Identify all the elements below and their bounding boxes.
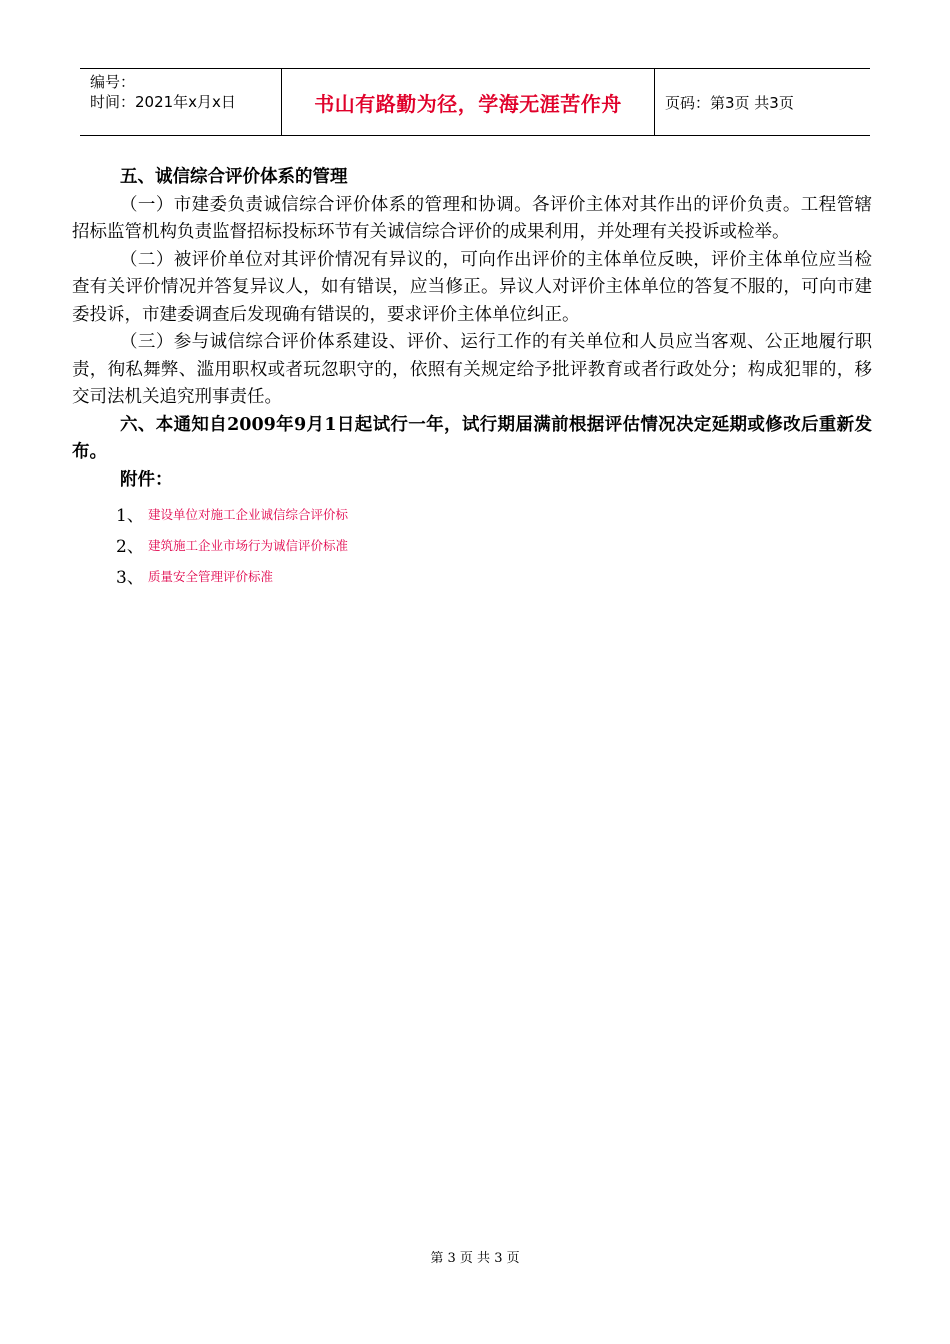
section-5-paragraph-2: （二）被评价单位对其评价情况有异议的，可向作出评价的主体单位反映，评价主体单位应当检查有关评价情况并答复异议人，如有错误，应当修正。异议人对评价主体单位的答复不服的，可向市建委投诉，市建委调查后发现确有错误的，要求评价主体单位纠正。 [72,249,872,325]
header-motto: 书山有路勤为径，学海无涯苦作舟 [314,91,622,116]
attachment-number: 3、 [116,568,144,588]
document-header [80,68,870,136]
header-meta [80,69,281,135]
attachment-item [72,560,872,591]
document-body [72,164,872,591]
attachments-title: 附件： [120,469,173,490]
attachment-item [72,529,872,560]
section-6-text: 六、本通知自2009年9月1日起试行一年，试行期届满前根据评估情况决定延期或修改后重新发布。 [72,414,872,462]
attachment-number: 2、 [116,537,144,557]
attachments-list [72,498,872,591]
attachment-link[interactable]: 建筑施工企业市场行为诚信评价标准 [148,537,349,553]
header-motto-cell [281,69,655,135]
section-5-title: 五、诚信综合评价体系的管理 [120,167,348,187]
attachment-number: 1、 [116,506,144,526]
attachment-item [72,498,872,529]
section-5-paragraph-1: （一）市建委负责诚信综合评价体系的管理和协调。各评价主体对其作出的评价负责。工程管辖招标监管机构负责监督招标投标环节有关诚信综合评价的成果利用，并处理有关投诉或检举。 [72,194,872,242]
page-footer: 第 3 页 共 3 页 [430,1251,520,1266]
attachment-link[interactable]: 质量安全管理评价标准 [148,568,274,584]
document-number-label: 编号： [90,73,136,91]
document-time-label: 时间：2021年x月x日 [90,93,236,111]
section-5-paragraph-3: （三）参与诚信综合评价体系建设、评价、运行工作的有关单位和人员应当客观、公正地履行职责，徇私舞弊、滥用职权或者玩忽职守的，依照有关规定给予批评教育或者行政处分；构成犯罪的，移交司法机关追究刑事责任。 [72,332,872,407]
header-page-info: 页码：第3页 共3页 [665,93,794,112]
attachment-link[interactable]: 建设单位对施工企业诚信综合评价标 [148,506,349,522]
